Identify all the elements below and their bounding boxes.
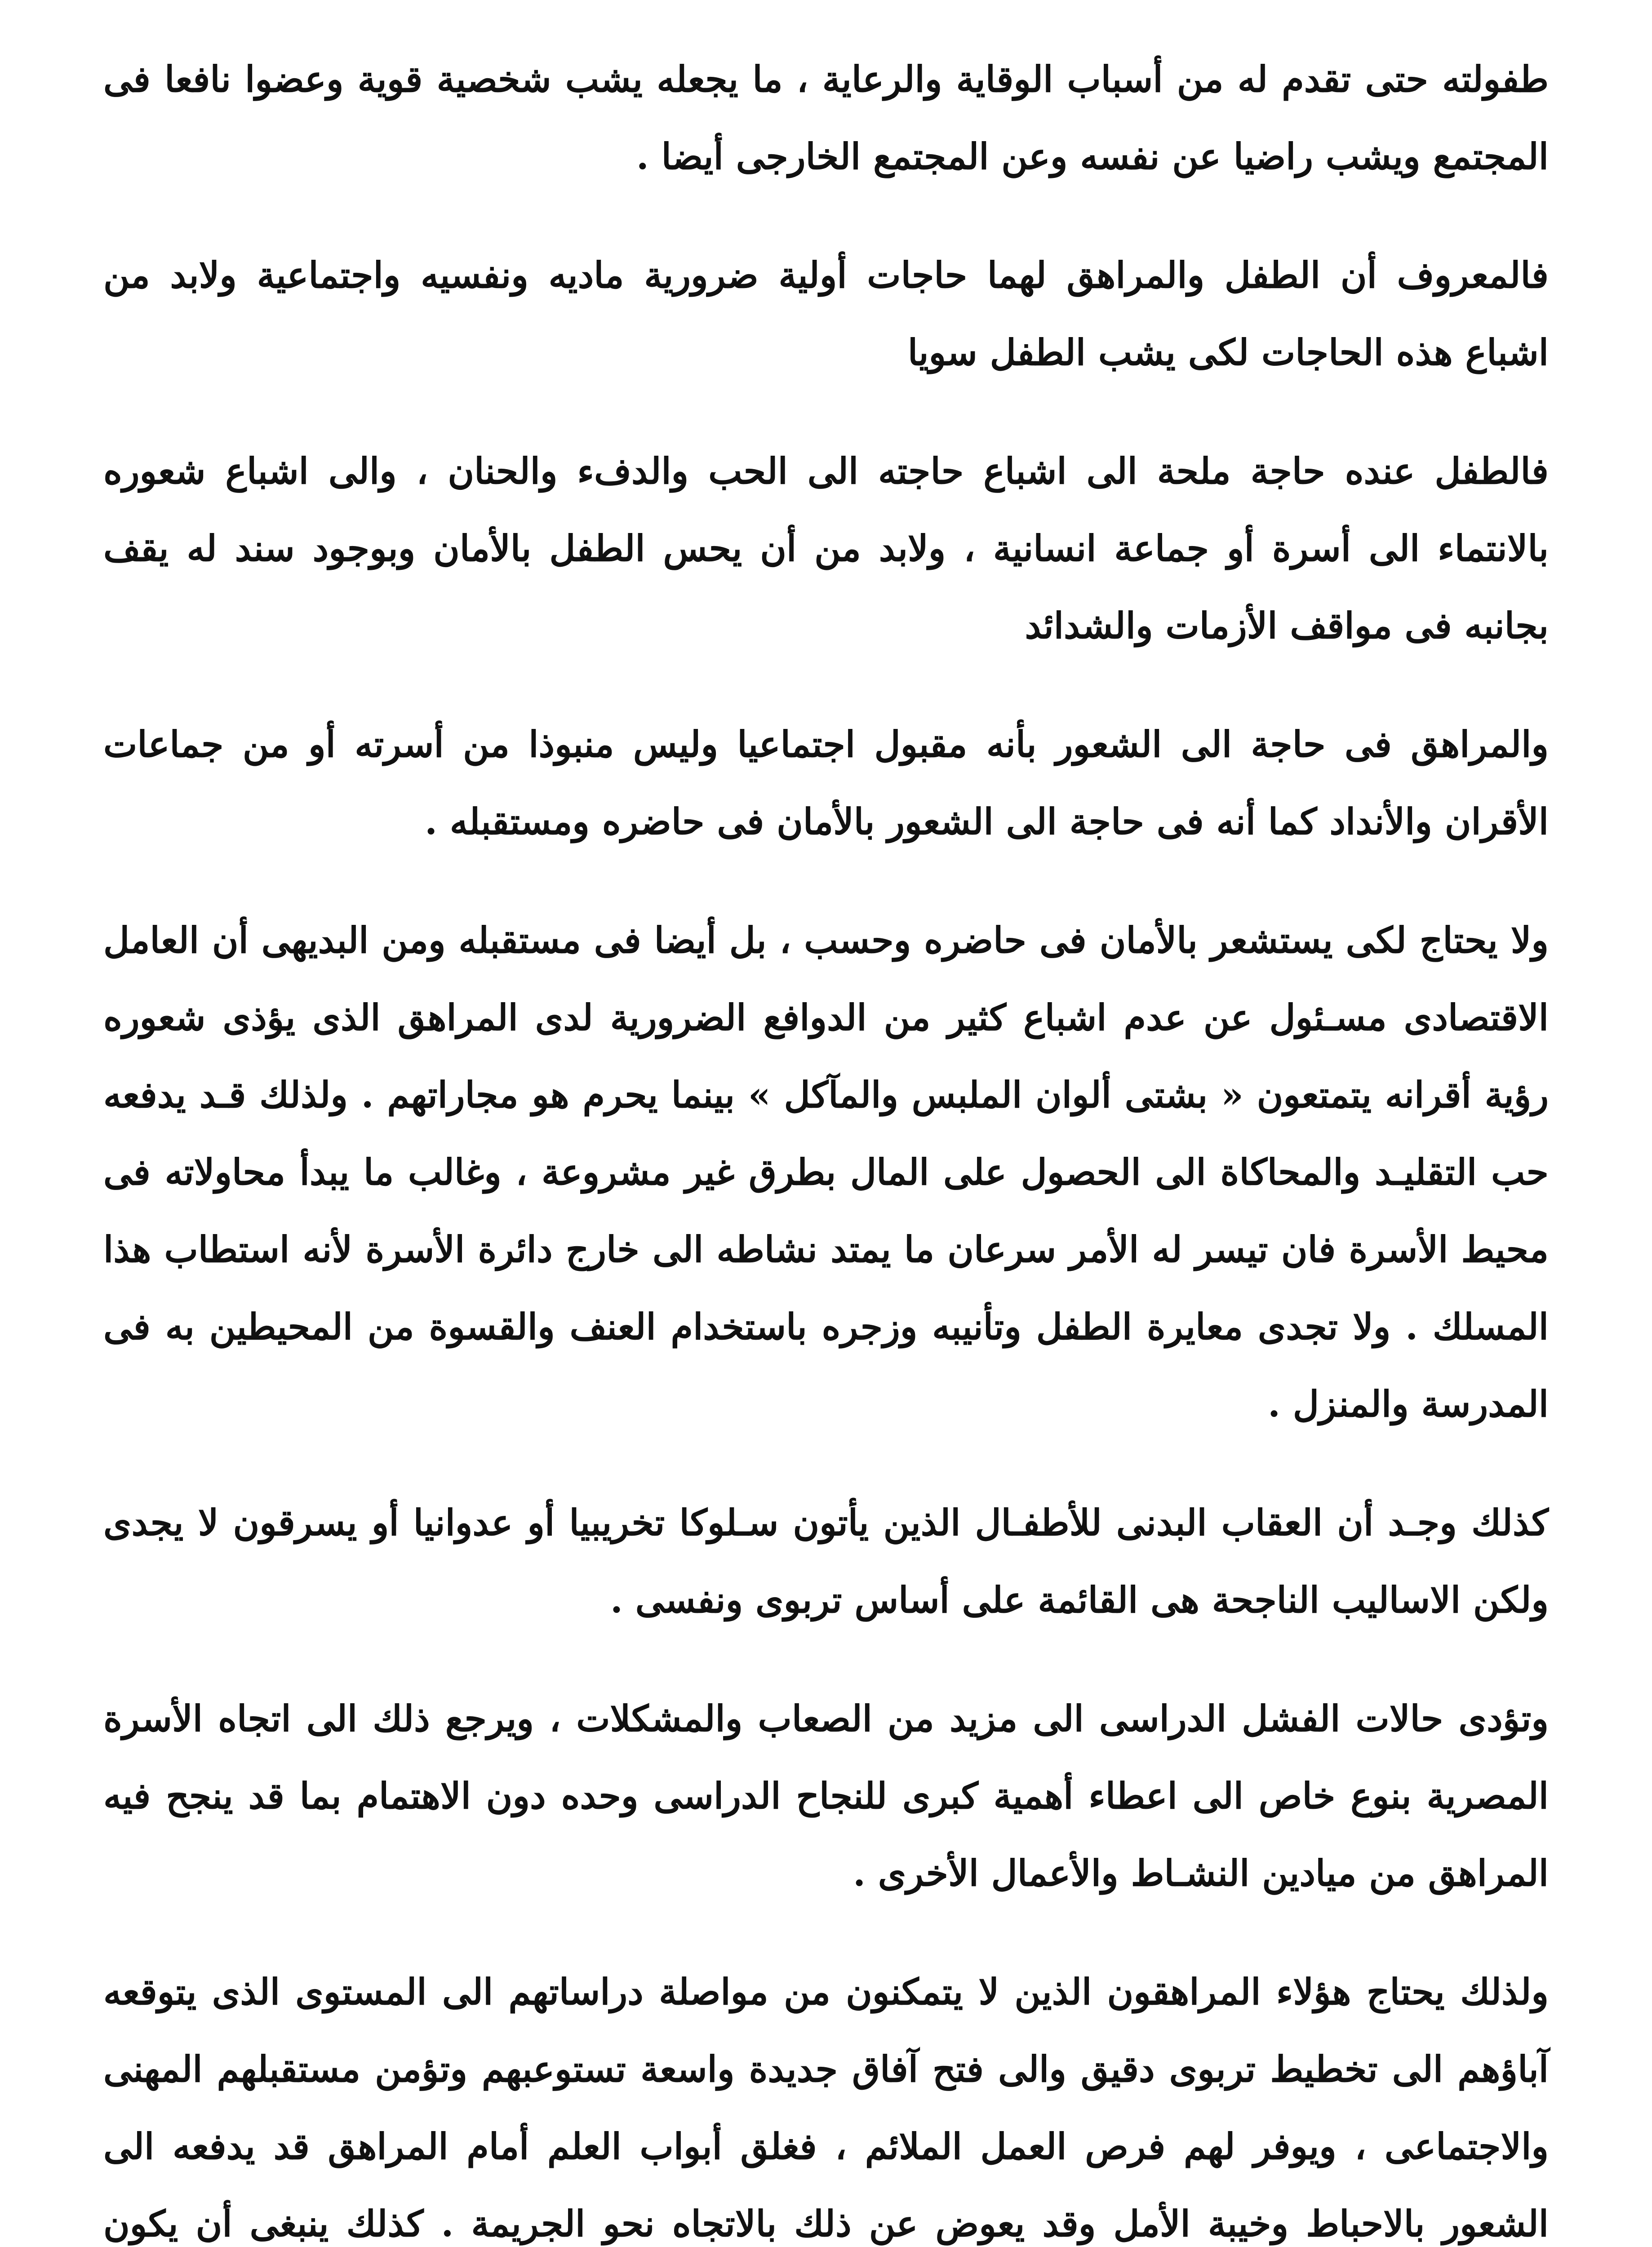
paragraph-1: طفولته حتى تقدم له من أسباب الوقاية والرعاية ، ما يجعله يشب شخصية قوية وعضوا نافعا فى المجتمع ويشب راضيا عن نفسه وعن المجتمع الخارجى أيضا .: [103, 58, 1549, 178]
paragraph-5: ولا يحتاج لكى يستشعر بالأمان فى حاضره وحسب ، بل أيضا فى مستقبله ومن البديهى أن العامل الاقتصادى مسـئول عن عدم اشباع كثير من الدوافع الضرورية لدى المراهق الذى يؤذى شعوره رؤية أقرانه يتمتعون « بشتى ألوان الملبس والمآكل » بينما يحرم هو مجاراتهم . ولذلك قـد يدفعه حب التقليـد والمحاكاة الى الحصول على المال بطرق غير مشروعة ، وغالب ما يبدأ محاولاته فى محيط الأسرة فان تيسر له الأمر سرعان ما يمتد نشاطه الى خارج دائرة الأسرة لأنه استطاب هذا المسلك . ولا تجدى معايرة الطفل وتأنيبه وزجره باستخدام العنف والقسوة من المحيطين به فى المدرسة والمنزل .: [103, 919, 1549, 1425]
paragraph-7: وتؤدى حالات الفشل الدراسى الى مزيد من الصعاب والمشكلات ، ويرجع ذلك الى اتجاه الأسرة المصرية بنوع خاص الى اعطاء أهمية كبرى للنجاح الدراسى وحده دون الاهتمام بما قد ينجح فيه المراهق من ميادين النشـاط والأعمال الأخرى .: [103, 1697, 1549, 1894]
paragraph-3: فالطفل عنده حاجة ملحة الى اشباع حاجته الى الحب والدفء والحنان ، والى اشباع شعوره بالانتماء الى أسرة أو جماعة انسانية ، ولابد من أن يحس الطفل بالأمان وبوجود سند له يقف بجانبه فى مواقف الأزمات والشدائد: [103, 450, 1549, 647]
paragraph-2: فالمعروف أن الطفل والمراهق لهما حاجات أولية ضرورية ماديه ونفسيه واجتماعية ولابد من اشباع هذه الحاجات لكى يشب الطفل سويا: [103, 254, 1549, 373]
body-text: [103, 40, 1549, 2247]
paragraph-4: والمراهق فى حاجة الى الشعور بأنه مقبول اجتماعيا وليس منبوذا من أسرته أو من جماعات الأقران والأنداد كما أنه فى حاجة الى الشعور بالأمان فى حاضره ومستقبله .: [103, 723, 1549, 843]
paragraph-6: كذلك وجـد أن العقاب البدنى للأطفـال الذين يأتون سـلوكا تخريبيا أو عدوانيا أو يسرقون لا يجدى ولكن الاساليب الناجحة هى القائمة على أساس تربوى ونفسى .: [103, 1501, 1549, 1621]
paragraph-8: ولذلك يحتاج هؤلاء المراهقون الذين لا يتمكنون من مواصلة دراساتهم الى المستوى الذى يتوقعه آباؤهم الى تخطيط تربوى دقيق والى فتح آفاق جديدة واسعة تستوعبهم وتؤمن مستقبلهم المهنى والاجتماعى ، ويوفر لهم فرص العمل الملائم ، فغلق أبواب العلم أمام المراهق قد يدفعه الى الشعور بالاحباط وخيبة الأمل وقد يعوض عن ذلك بالاتجاه نحو الجريمة . كذلك ينبغى أن يكون: [103, 1971, 1549, 2245]
